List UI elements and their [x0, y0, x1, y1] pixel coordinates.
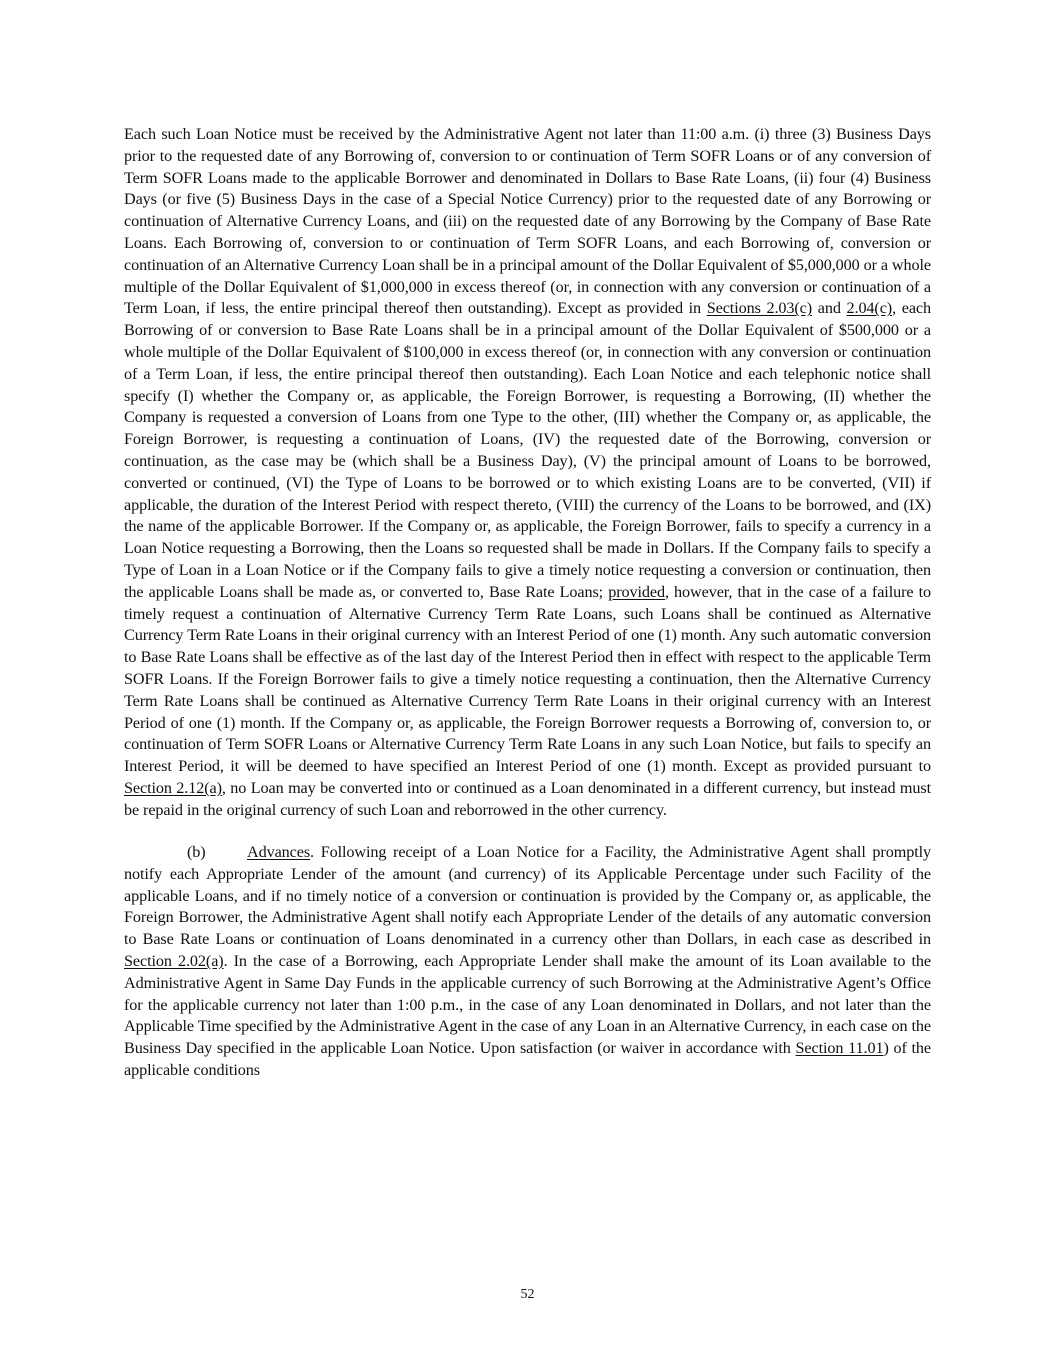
paragraph-text: , however, that in the case of a failure to timely request a continuation of Alternative Currency Term Rate Loans, such Loans shall be continued as Alternative Currency Term Rate Loans in their original currency with an Interest Period of one (1) month. Any such automatic conversion to Base Rate Loans shall be effective as of the last day of the Interest Period then in effect with respect to the applicable Term SOFR Loans. If the Foreign Borrower fails to give a timely notice requesting a continuation, then the Alternative Currency Term Rate Loans shall be continued as Alternative Currency Term Rate Loans in their original currency with an Interest Period of one (1) month. If the Company or, as applicable, the Foreign Borrower requests a Borrowing of, conversion to, or continuation of Term SOFR Loans or Alternative Currency Term Rate Loans in any such Loan Notice, but fails to specify an Interest Period, it will be deemed to have specified an Interest Period of one (1) month. Except as provided pursuant to: [124, 582, 931, 776]
paragraph-text: Each such Loan Notice must be received by the Administrative Agent not later than 11:00 a.m. (i) three (3) Business Days prior to the requested date of any Borrowing of, conversion to or continuation of Term SOFR Loans or of any conversion of Term SOFR Loans made to the applicable Borrower and denominated in Dollars to Base Rate Loans, (ii) four (4) Business Days (or five (5) Business Days in the case of a Special Notice Currency) prior to the requested date of any Borrowing or continuation of Alternative Currency Loans, and (iii) on the requested date of any Borrowing by the Company of Base Rate Loans. Each Borrowing of, conversion to or continuation of Term SOFR Loans, and each Borrowing of, conversion or continuation of an Alternative Currency Loan shall be in a principal amount of the Dollar Equivalent of $5,000,000 or a whole multiple of the Dollar Equivalent of $1,000,000 in excess thereof (or, in connection with any conversion or continuation of a Term Loan, if less, the entire principal thereof then outstanding). Except as provided in: [124, 125, 931, 318]
subsection-label: (b): [187, 843, 206, 861]
defined-term-provided: provided: [608, 582, 665, 601]
section-reference: Sections 2.03(c): [706, 299, 813, 318]
paragraph-text: , each Borrowing of or conversion to Base Rate Loans shall be in a principal amount of the Dollar Equivalent of $500,000 or a whole multiple of the Dollar Equivalent of $100,000 in excess thereof (or, in connection with any conversion or continuation of a Term Loan, if less, the entire principal thereof then outstanding). Each Loan Notice and each telephonic notice shall specify (I) whether the Company or, as applicable, the Foreign Borrower, is requesting a Borrowing, (II) whether the Company is requested a conversion of Loans from one Type to the other, (III) whether the Company or, as applicable, the Foreign Borrower, is requesting a continuation of Loans, (IV) the requested date of the Borrowing, conversion or continuation, as the case may be (which shall be a Business Day), (V) the principal amount of Loans to be borrowed, converted or continued, (VI) the Type of Loans to be borrowed or to which existing Loans are to be converted, (VII) if applicable, the duration of the Interest Period with respect thereto, (VIII) the currency of the Loans to be borrowed, and (IX) the name of the applicable Borrower. If the Company or, as applicable, the Foreign Borrower, fails to specify a currency in a Loan Notice requesting a Borrowing, then the Loans so requested shall be made in Dollars. If the Company fails to specify a Type of Loan in a Loan Notice or if the Company fails to give a timely notice requesting a conversion or continuation, then the applicable Loans shall be made as, or converted to, Base Rate Loans;: [124, 299, 931, 601]
section-reference: Section 11.01: [795, 1039, 884, 1058]
page-number: 52: [520, 1287, 535, 1302]
subsection-heading: Advances: [247, 843, 311, 861]
paragraph-advances: [124, 842, 931, 1082]
section-reference: Section 2.02(a): [124, 951, 224, 970]
paragraph-text: . Following receipt of a Loan Notice for a Facility, the Administrative Agent shall promptly notify each Appropriate Lender of the amount (and currency) of its Applicable Percentage under such Facility of the applicable Loans, and if no timely notice of a conversion or continuation is provided by the Company or, as applicable, the Foreign Borrower, the Administrative Agent shall notify each Appropriate Lender of the details of any automatic conversion to Base Rate Loans or continuation of Loans denominated in a currency other than Dollars, in each case as described in: [124, 843, 931, 949]
paragraph-text: , no Loan may be converted into or continued as a Loan denominated in a different currency, but instead must be repaid in the original currency of such Loan and reborrowed in the other currency.: [124, 778, 931, 819]
paragraph-text: ) of the applicable conditions: [124, 1039, 931, 1079]
section-reference: 2.04(c): [846, 299, 893, 318]
body-text: [124, 124, 931, 1082]
paragraph-text: and: [812, 299, 847, 318]
section-reference: Section 2.12(a): [124, 778, 222, 797]
paragraph-text: . In the case of a Borrowing, each Appropriate Lender shall make the amount of its Loan available to the Administrative Agent in Same Day Funds in the applicable currency of such Borrowing at the Administrative Agent’s Office for the applicable currency not later than 1:00 p.m., in the case of any Loan denominated in Dollars, and not later than the Applicable Time specified by the Administrative Agent in the case of any Loan in an Alternative Currency, in each case on the Business Day specified in the applicable Loan Notice. Upon satisfaction (or waiver in accordance with: [124, 951, 931, 1058]
paragraph-loan-notice-timing: [124, 124, 931, 822]
